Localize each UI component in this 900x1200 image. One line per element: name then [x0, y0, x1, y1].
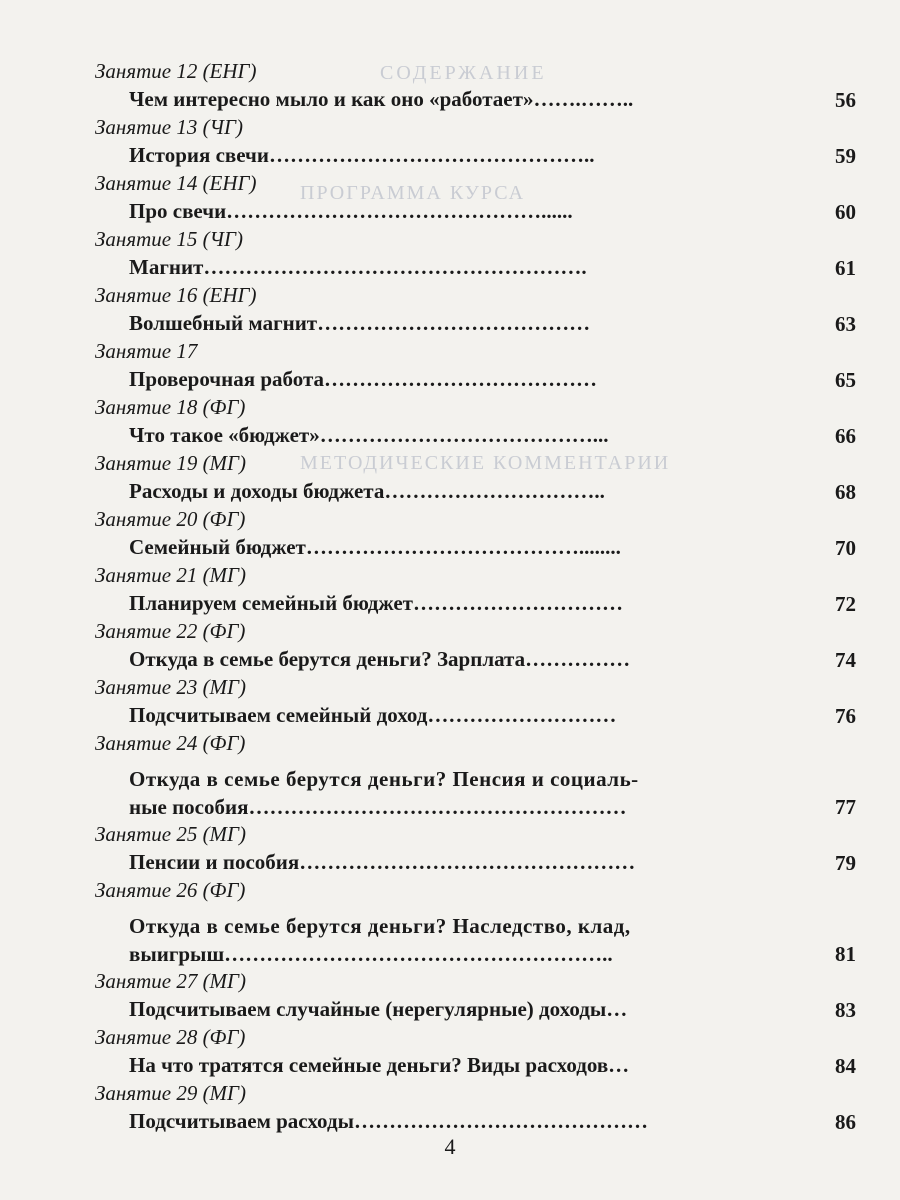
entry-page-number: 84	[835, 1054, 856, 1078]
entry-page-number: 61	[835, 256, 856, 280]
entry-title-line: Подсчитываем случайные (нерегулярные) доходы…	[129, 997, 628, 1021]
entry-page-number: 86	[835, 1110, 856, 1134]
entry-page-number: 81	[835, 942, 856, 966]
lesson-heading: Занятие 27 (МГ)	[95, 969, 246, 993]
lesson-heading: Занятие 20 (ФГ)	[95, 507, 246, 531]
toc-entry	[95, 701, 856, 730]
lesson-heading: Занятие 19 (МГ)	[95, 451, 246, 475]
toc-entry	[95, 253, 856, 282]
toc-entry	[95, 645, 856, 674]
page-number: 4	[444, 1134, 456, 1159]
entry-title-line: Магнит……………………………………………….	[129, 255, 587, 279]
entry-title-line: Проверочная работа…………………………………	[129, 367, 598, 391]
toc-entry	[95, 848, 856, 877]
entry-title-line: Чем интересно мыло и как оно «работает»…….……..	[129, 87, 634, 111]
toc-entry	[95, 309, 856, 338]
entry-title-line: Подсчитываем семейный доход………………………	[129, 703, 617, 727]
bleed-through-text: МЕТОДИЧЕСКИЕ КОММЕНТАРИИ	[300, 452, 671, 474]
entry-title-line: выигрыш………………………………………………..	[129, 942, 613, 966]
lesson-heading: Занятие 18 (ФГ)	[95, 395, 246, 419]
lesson-heading: Занятие 24 (ФГ)	[95, 731, 246, 755]
bleed-through-text: ПРОГРАММА КУРСА	[300, 182, 526, 204]
bleed-through-text: СОДЕРЖАНИЕ	[380, 62, 547, 84]
entry-title-line: Откуда в семье берутся деньги? Пенсия и социаль-	[129, 767, 639, 791]
toc-entry	[95, 757, 856, 821]
lesson-heading: Занятие 13 (ЧГ)	[95, 115, 243, 139]
toc-entry	[95, 533, 856, 562]
entry-title-line: Волшебный магнит…………………………………	[129, 311, 591, 335]
entry-title-line: Откуда в семье берутся деньги? Наследство, клад,	[129, 914, 631, 938]
entry-page-number: 83	[835, 998, 856, 1022]
lesson-heading: Занятие 22 (ФГ)	[95, 619, 246, 643]
entry-page-number: 68	[835, 480, 856, 504]
entry-page-number: 79	[835, 851, 856, 875]
lesson-heading: Занятие 25 (МГ)	[95, 822, 246, 846]
entry-page-number: 72	[835, 592, 856, 616]
toc-entry	[95, 1051, 856, 1080]
lesson-heading: Занятие 28 (ФГ)	[95, 1025, 246, 1049]
entry-page-number: 56	[835, 88, 856, 112]
entry-page-number: 74	[835, 648, 856, 672]
toc-entry	[95, 589, 856, 618]
lesson-heading: Занятие 15 (ЧГ)	[95, 227, 243, 251]
toc-entry	[95, 421, 856, 450]
toc-entry	[95, 85, 856, 114]
entry-title-line: История свечи………………………………………..	[129, 143, 595, 167]
entry-title-line: ные пособия………………………………………………	[129, 795, 627, 819]
entry-page-number: 63	[835, 312, 856, 336]
lesson-heading: Занятие 14 (ЕНГ)	[95, 171, 257, 195]
lesson-heading: Занятие 16 (ЕНГ)	[95, 283, 257, 307]
entry-title-line: Откуда в семье берутся деньги? Зарплата……………	[129, 647, 631, 671]
toc-entry	[95, 197, 856, 226]
lesson-heading: Занятие 29 (МГ)	[95, 1081, 246, 1105]
entry-title-line: Подсчитываем расходы……………………………………	[129, 1109, 648, 1133]
entry-page-number: 77	[835, 795, 856, 819]
lesson-heading: Занятие 21 (МГ)	[95, 563, 246, 587]
entry-title-line: Семейный бюджет…………………………………........	[129, 535, 621, 559]
entry-page-number: 60	[835, 200, 856, 224]
entry-title-line: На что тратятся семейные деньги? Виды расходов…	[129, 1053, 630, 1077]
entry-page-number: 59	[835, 144, 856, 168]
toc-entry	[95, 365, 856, 394]
table-of-contents	[95, 58, 855, 1136]
entry-title-line: Планируем семейный бюджет…………………………	[129, 591, 623, 615]
entry-title-line: Что такое «бюджет»…………………………………...	[129, 423, 609, 447]
entry-title-line: Расходы и доходы бюджета…………………………..	[129, 479, 605, 503]
toc-entry	[95, 141, 856, 170]
entry-page-number: 66	[835, 424, 856, 448]
entry-title-line: Про свечи………………………………………......	[129, 199, 573, 223]
entry-title-line: Пенсии и пособия…………………………………………	[129, 850, 636, 874]
entry-page-number: 76	[835, 704, 856, 728]
lesson-heading: Занятие 12 (ЕНГ)	[95, 59, 257, 83]
lesson-heading: Занятие 23 (МГ)	[95, 675, 246, 699]
lesson-heading: Занятие 17	[95, 339, 198, 363]
toc-entry	[95, 904, 856, 968]
lesson-heading: Занятие 26 (ФГ)	[95, 878, 246, 902]
toc-entry	[95, 1107, 856, 1136]
toc-entry	[95, 995, 856, 1024]
entry-page-number: 70	[835, 536, 856, 560]
toc-entry	[95, 477, 856, 506]
entry-page-number: 65	[835, 368, 856, 392]
